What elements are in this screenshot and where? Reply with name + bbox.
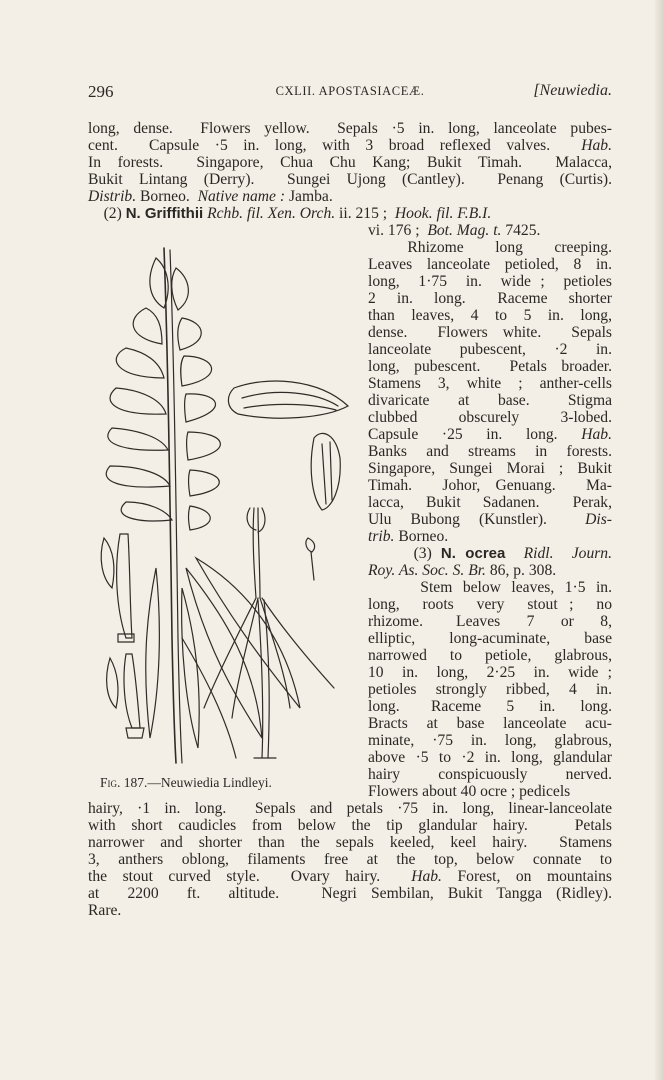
running-title: CXLII. APOSTASIACEÆ. bbox=[275, 84, 425, 98]
text-run: Roy. As. Soc. S. Br. bbox=[368, 562, 486, 579]
text-run: narrowed to petiole, glabrous, bbox=[368, 647, 612, 664]
text-run: Borneo. bbox=[136, 188, 198, 205]
illustration-flowers bbox=[106, 258, 220, 530]
text-line bbox=[368, 528, 612, 545]
text-run: Bukit Lintang (Derry). Sungei Ujong (Cantley). Penang (Curtis). bbox=[88, 171, 612, 188]
text-run: trib. bbox=[368, 528, 395, 545]
text-run: Flowers about 40 ocre ; pedicels bbox=[368, 783, 571, 800]
text-line bbox=[368, 562, 612, 579]
text-line bbox=[368, 460, 612, 477]
section-title: [Neuwiedia. bbox=[533, 82, 612, 99]
text-line bbox=[368, 511, 612, 528]
text-run: Ridl. Journ. bbox=[523, 545, 613, 562]
text-line bbox=[368, 307, 612, 324]
text-run: hairy, ·1 in. long. Sepals and petals ·75 in. long, linear-lanceolate bbox=[88, 800, 612, 817]
text-run: long, roots very stout ; no bbox=[368, 596, 612, 613]
text-line bbox=[88, 120, 612, 137]
text-run: Hook. fil. F.B.I. bbox=[394, 205, 492, 222]
text-line bbox=[368, 426, 612, 443]
botanical-illustration bbox=[86, 238, 358, 768]
text-line bbox=[368, 392, 612, 409]
text-line bbox=[368, 698, 612, 715]
illustration-flower-detail bbox=[228, 381, 348, 510]
text-line bbox=[368, 545, 612, 562]
text-line bbox=[88, 154, 612, 171]
text-run: than leaves, 4 to 5 in. long, bbox=[368, 307, 612, 324]
text-run: vi. 176 ; bbox=[368, 222, 428, 239]
text-line bbox=[368, 358, 612, 375]
text-run: Timah. Johor, Genuang. Ma- bbox=[368, 477, 612, 494]
text-line bbox=[88, 171, 612, 188]
text-run: lanceolate pubescent, ·2 in. bbox=[368, 341, 612, 358]
text-line bbox=[368, 443, 612, 460]
text-run: Capsule ·25 in. long. bbox=[368, 426, 582, 443]
text-line bbox=[88, 817, 612, 834]
text-run: Rchb. fil. Xen. Orch. bbox=[207, 205, 336, 222]
text-line bbox=[368, 664, 612, 681]
text-line bbox=[88, 205, 612, 222]
text-run: Distrib. bbox=[88, 188, 137, 205]
text-run: at 2200 ft. altitude. Negri Sembilan, Bukit Tangga (Ridley). bbox=[88, 885, 612, 902]
text-line bbox=[368, 715, 612, 732]
text-line bbox=[88, 902, 612, 919]
text-line bbox=[368, 256, 612, 273]
text-run: narrower and shorter than the sepals keeled, keel hairy. Stamens bbox=[88, 834, 612, 851]
text-run: Bracts at base lanceolate acu- bbox=[368, 715, 612, 732]
text-line bbox=[368, 409, 612, 426]
text-run: Borneo. bbox=[394, 528, 449, 545]
text-run: (3) bbox=[368, 545, 441, 562]
text-line bbox=[368, 341, 612, 358]
text-run: Hab. bbox=[411, 868, 442, 885]
illustration-leaves bbox=[146, 558, 300, 758]
text-run: 7425. bbox=[501, 222, 541, 239]
text-line bbox=[368, 647, 612, 664]
text-run: (2) bbox=[88, 205, 126, 222]
text-line bbox=[368, 477, 612, 494]
text-run: Rhizome long creeping. bbox=[368, 239, 612, 256]
text-line bbox=[88, 868, 612, 885]
text-run: Dis- bbox=[585, 511, 612, 528]
page-edge-shadow bbox=[655, 0, 663, 1080]
text-line bbox=[368, 766, 612, 783]
text-run: Bot. Mag. t. bbox=[427, 222, 502, 239]
text-run: 10 in. long, 2·25 in. wide ; bbox=[368, 664, 612, 681]
figure-caption-text: —Neuwiedia Lindleyi. bbox=[147, 775, 272, 790]
text-line bbox=[368, 732, 612, 749]
text-line bbox=[368, 681, 612, 698]
page-number: 296 bbox=[88, 82, 114, 101]
text-line bbox=[88, 137, 612, 154]
text-line bbox=[368, 290, 612, 307]
text-run: N. ocrea bbox=[440, 545, 506, 562]
text-run bbox=[505, 545, 523, 562]
text-run: ii. 215 ; bbox=[335, 205, 395, 222]
text-run: long, 1·75 in. wide ; petioles bbox=[368, 273, 612, 290]
text-run: long, pubescent. Petals broader. bbox=[368, 358, 612, 375]
text-run: above ·5 to ·2 in. long, glandular bbox=[368, 749, 612, 766]
text-run: dense. Flowers white. Sepals bbox=[368, 324, 612, 341]
text-line bbox=[368, 273, 612, 290]
text-run: N. Griffithii bbox=[125, 205, 204, 222]
text-run: 2 in. long. Raceme shorter bbox=[368, 290, 612, 307]
figure-caption bbox=[100, 775, 340, 791]
text-run: 86, p. 308. bbox=[485, 562, 557, 579]
text-run: cent. Capsule ·5 in. long, with 3 broad reflexed valves. bbox=[88, 137, 582, 154]
text-line bbox=[368, 613, 612, 630]
text-run: Ulu Bubong (Kunstler). bbox=[368, 511, 586, 528]
text-line bbox=[88, 851, 612, 868]
text-run: Jamba. bbox=[285, 188, 333, 205]
text-run: Singapore, Sungei Morai ; Bukit bbox=[368, 460, 612, 477]
text-run: rhizome. Leaves 7 or 8, bbox=[368, 613, 612, 630]
text-run: Banks and streams in forests. bbox=[368, 443, 612, 460]
text-line bbox=[368, 494, 612, 511]
text-run: Hab. bbox=[581, 137, 612, 154]
text-run: elliptic, long-acuminate, base bbox=[368, 630, 612, 647]
text-run: Stem below leaves, 1·5 in. bbox=[368, 579, 612, 596]
text-line bbox=[368, 749, 612, 766]
text-line bbox=[368, 222, 612, 239]
text-run: divaricate at base. Stigma bbox=[368, 392, 612, 409]
text-run: Forest, on mountains bbox=[441, 868, 612, 885]
text-line bbox=[88, 188, 612, 205]
text-run: Hab. bbox=[581, 426, 612, 443]
text-line bbox=[368, 579, 612, 596]
text-line bbox=[368, 630, 612, 647]
text-line bbox=[88, 834, 612, 851]
text-run: lacca, Bukit Sadanen. Perak, bbox=[368, 494, 612, 511]
text-line bbox=[88, 800, 612, 817]
text-run: In forests. Singapore, Chua Chu Kang; Bukit Timah. Malacca, bbox=[88, 154, 612, 171]
text-run: the stout curved style. Ovary hairy. bbox=[88, 868, 412, 885]
text-line bbox=[368, 239, 612, 256]
text-run: Stamens 3, white ; anther-cells bbox=[368, 375, 612, 392]
text-run: long. Raceme 5 in. long. bbox=[368, 698, 612, 715]
text-run: Native name : bbox=[197, 188, 286, 205]
page-header bbox=[88, 82, 612, 104]
text-line bbox=[368, 783, 612, 800]
text-run: clubbed obscurely 3-lobed. bbox=[368, 409, 612, 426]
text-run: with short caudicles from below the tip glandular hairy. Petals bbox=[88, 817, 612, 834]
illustration-stem bbox=[164, 248, 176, 763]
text-run: Rare. bbox=[88, 902, 122, 919]
text-run: Leaves lanceolate petioled, 8 in. bbox=[368, 256, 612, 273]
text-line bbox=[88, 885, 612, 902]
text-run: long, dense. Flowers yellow. Sepals ·5 in. long, lanceolate pubes- bbox=[88, 120, 612, 137]
text-run: hairy conspicuously nerved. bbox=[368, 766, 612, 783]
text-line bbox=[368, 324, 612, 341]
text-run: minate, ·75 in. long, glabrous, bbox=[368, 732, 612, 749]
illustration-stem-inner bbox=[170, 250, 182, 763]
text-line bbox=[368, 375, 612, 392]
text-line bbox=[368, 596, 612, 613]
text-run: 3, anthers oblong, filaments free at the top, below connate to bbox=[88, 851, 612, 868]
figure-number: Fig. 187. bbox=[100, 775, 148, 790]
text-run: petioles strongly ribbed, 4 in. bbox=[368, 681, 612, 698]
